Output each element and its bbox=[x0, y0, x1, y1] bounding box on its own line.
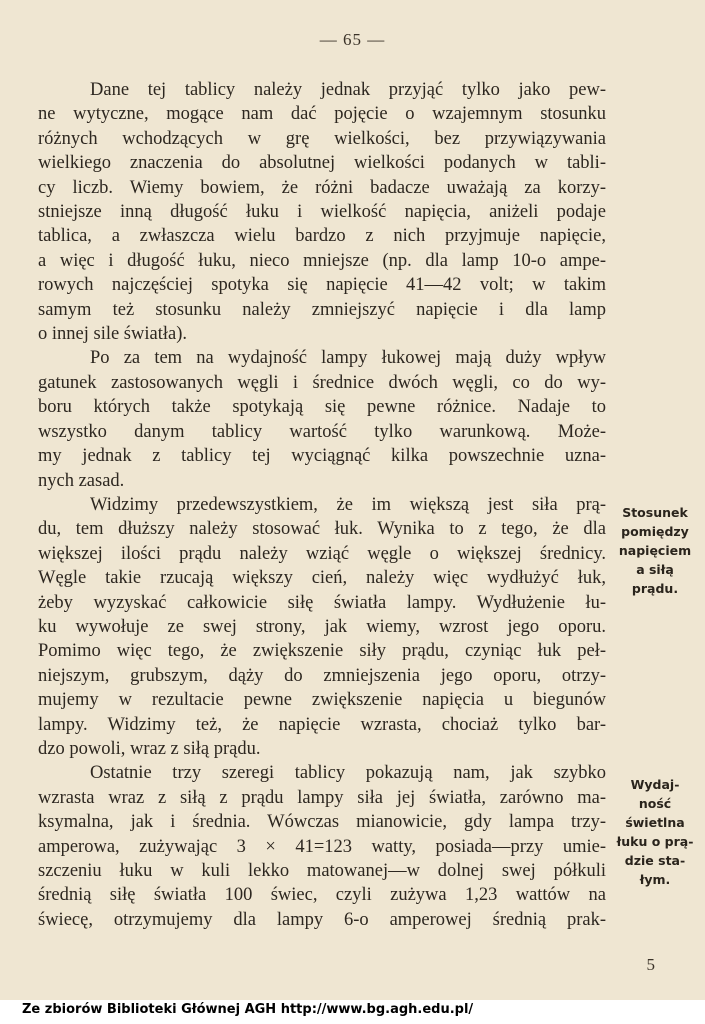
text-line: Po za tem na wydajność lampy łukowej mają duży wpływ bbox=[90, 348, 606, 369]
margin-note-voltage-current bbox=[610, 503, 700, 598]
text-line: średnią siłę światła 100 świec, czyli zużywa 1,23 wattów na bbox=[38, 885, 606, 906]
text-line: Węgle takie rzucają większy cień, należy więc wydłużyć łuk, bbox=[38, 568, 606, 589]
text-line: my jednak z tablicy tej wyciągnąć kilka powszechnie uzna- bbox=[38, 446, 606, 467]
margin-note-line: a siłą bbox=[636, 562, 674, 577]
text-line: wszystko danym tablicy wartość tylko warunkową. Może- bbox=[38, 421, 606, 442]
body-text bbox=[38, 78, 606, 932]
margin-note-line: dzie sta- bbox=[624, 853, 686, 868]
text-line: większej ilości prądu należy wziąć węgle o większej średnicy. bbox=[38, 543, 606, 564]
margin-note-line: ność bbox=[638, 796, 672, 811]
text-line: dzo powoli, wraz z siłą prądu. bbox=[38, 738, 261, 759]
text-line: o innej sile światła). bbox=[38, 324, 187, 345]
paragraph-2 bbox=[38, 346, 606, 492]
margin-note-line: Wydaj- bbox=[630, 777, 680, 792]
margin-note-line: Stosunek bbox=[622, 505, 688, 520]
library-footer: Ze zbiorów Biblioteki Głównej AGH http://www.bg.agh.edu.pl/ bbox=[22, 1002, 474, 1017]
paragraph-4 bbox=[38, 761, 606, 932]
text-line: Pomimo więc tego, że zwiększenie siły prądu, czyniąc łuk peł- bbox=[38, 641, 606, 662]
text-line: boru których także spotykają się pewne różnice. Nadaje to bbox=[38, 397, 606, 418]
text-line: szczeniu łuku w kuli lekko matowanej—w dolnej swej półkuli bbox=[38, 861, 606, 881]
text-line: Ostatnie trzy szeregi tablicy pokazują nam, jak szybko bbox=[90, 763, 606, 784]
text-line: amperowa, zużywając 3 × 41=123 watty, posiada—przy umie- bbox=[38, 836, 606, 857]
text-line: ksymalna, jak i średnia. Wówczas mianowicie, gdy lampa trzy- bbox=[38, 812, 606, 833]
text-line: Widzimy przedewszystkiem, że im większą jest siła prą- bbox=[90, 494, 606, 515]
text-line: żeby wyzyskać całkowicie siłę światła lampy. Wydłużenie łu- bbox=[38, 592, 606, 613]
text-line: tablica, a zwłaszcza wielu bardzo z nich przyjmuje napięcie, bbox=[38, 226, 606, 247]
page-number: — 65 — bbox=[319, 30, 386, 49]
text-line: nych zasad. bbox=[38, 470, 125, 491]
text-line: różnych wchodzących w grę wielkości, bez przywiązywania bbox=[38, 128, 606, 149]
margin-note-line: łym. bbox=[639, 872, 671, 887]
text-line: du, tem dłuższy należy stosować łuk. Wynika to z tego, że dla bbox=[38, 519, 606, 540]
margin-note-line: świetlna bbox=[625, 815, 685, 830]
paragraph-3 bbox=[38, 493, 606, 761]
text-line: samym też stosunku należy zmniejszyć napięcie i dla lamp bbox=[38, 299, 606, 320]
text-line: wzrasta wraz z siłą z prądu lampy siła jej światła, zarówno ma- bbox=[38, 787, 606, 808]
text-line: rowych najczęściej spotyka się napięcie 41—42 volt; w takim bbox=[38, 275, 606, 296]
text-line: wielkiego znaczenia do absolutnej wielkości podanych w tabli- bbox=[38, 153, 606, 174]
text-line: świecę, otrzymujemy dla lampy 6-o amperowej średnią prak- bbox=[38, 909, 606, 930]
margin-note-line: prądu. bbox=[631, 581, 679, 596]
text-line: cy liczb. Wiemy bowiem, że różni badacze uważają za korzy- bbox=[38, 177, 606, 198]
paragraph-1 bbox=[38, 78, 606, 346]
margin-note-line: łuku o prą- bbox=[616, 834, 694, 849]
text-line: a więc i długość łuku, nieco mniejsze (np. dla lamp 10-o ampe- bbox=[38, 250, 606, 271]
text-line: niejszym, grubszym, dąży do zmniejszenia jego oporu, otrzy- bbox=[38, 665, 606, 686]
text-line: stniejsze inną długość łuku i wielkość napięcia, aniżeli podaje bbox=[38, 202, 606, 223]
text-line: Dane tej tablicy należy jednak przyjąć tylko jako pew- bbox=[90, 80, 606, 100]
text-line: mujemy w rezultacie pewne zwiększenie napięcia u biegunów bbox=[38, 690, 606, 711]
margin-note-light-output bbox=[610, 775, 700, 889]
text-line: ku wywołuje ze swej strony, jak wiemy, wzrost jego oporu. bbox=[38, 616, 606, 637]
margin-note-line: pomiędzy bbox=[621, 524, 689, 539]
signature-mark: 5 bbox=[646, 955, 655, 974]
text-line: gatunek zastosowanych węgli i średnice dwóch węgli, co do wy- bbox=[38, 372, 606, 393]
margin-note-line: napięciem bbox=[618, 543, 692, 558]
text-line: lampy. Widzimy też, że napięcie wzrasta, chociaż tylko bar- bbox=[38, 714, 606, 735]
text-line: ne wytyczne, mogące nam dać pojęcie o wzajemnym stosunku bbox=[38, 104, 606, 125]
